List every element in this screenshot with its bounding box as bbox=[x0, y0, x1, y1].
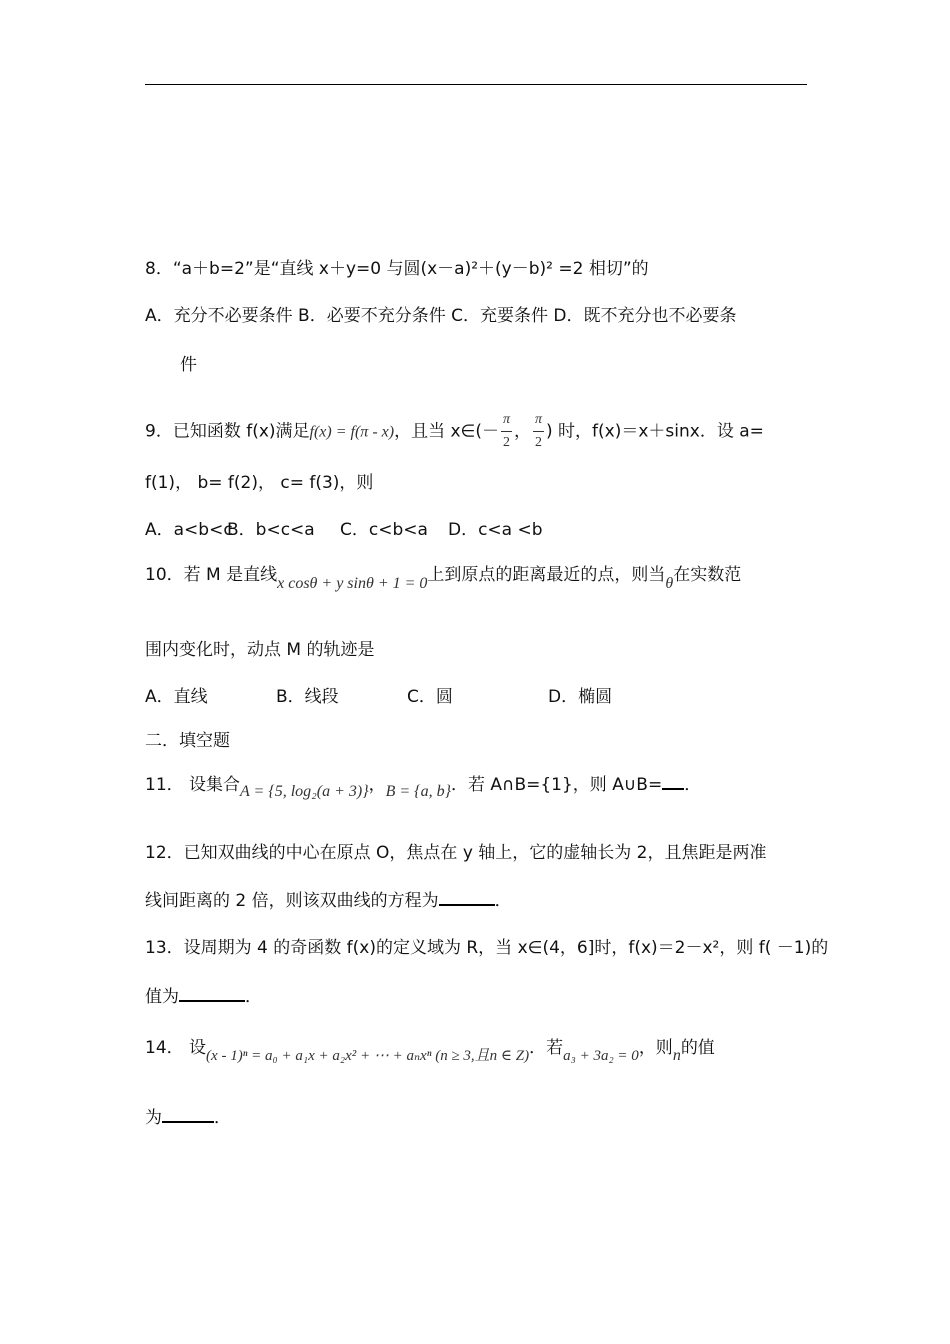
question-9-option-a: A．a<b<c bbox=[145, 520, 233, 540]
question-14-suffix: 的值 bbox=[680, 1038, 715, 1058]
question-14-answer-blank bbox=[162, 1107, 214, 1123]
question-14-expansion: (x - 1)ⁿ = a₀ + a₁x + a₂x² + ⋯ + aₙxⁿ (n ≥ 3,且n ∈ Z) bbox=[206, 1048, 530, 1064]
question-10-line-equation: x cosθ + y sinθ + 1 = 0 bbox=[277, 575, 428, 592]
question-12-line-2 bbox=[145, 890, 512, 912]
question-13-end: ． bbox=[245, 987, 262, 1007]
question-12-line-2-text: 线间距离的 2 倍，则该双曲线的方程为 bbox=[145, 891, 439, 911]
question-11-prefix: 11． 设集合 bbox=[145, 775, 241, 795]
question-14-mid-2: ，则 bbox=[638, 1038, 673, 1058]
question-11-suffix: ．若 A∩B={1}，则 A∪B= bbox=[450, 775, 663, 795]
question-13-answer-blank bbox=[179, 986, 245, 1002]
question-9-mid: ，且当 x∈(－ bbox=[394, 421, 499, 442]
question-11-line bbox=[145, 774, 702, 800]
question-9-option-b: B．b<c<a bbox=[227, 520, 315, 540]
question-12-line-1: 12．已知双曲线的中心在原点 O，焦点在 y 轴上，它的虚轴长为 2，且焦距是两准 bbox=[145, 843, 767, 863]
question-10-option-b: B．线段 bbox=[276, 687, 339, 707]
question-13-line-1: 13．设周期为 4 的奇函数 f(x)的定义域为 R，当 x∈(4，6]时，f(x)＝2－x²，则 f( －1)的 bbox=[145, 938, 829, 958]
question-9-line-1 bbox=[145, 409, 764, 454]
question-11-set-a: A = {5, log₂(a + 3)} bbox=[240, 783, 369, 800]
question-12-answer-blank bbox=[439, 890, 495, 906]
question-14-condition: a₃ + 3a₂ = 0 bbox=[563, 1048, 639, 1064]
question-10-suffix: 在实数范 bbox=[673, 565, 742, 585]
question-11-set-b: B = {a, b} bbox=[385, 783, 451, 800]
question-11-end: ． bbox=[684, 775, 702, 795]
question-9-line-2: f(1)， b= f(2)， c= f(3)，则 bbox=[145, 473, 374, 493]
question-14-line-2 bbox=[145, 1107, 231, 1129]
question-9-comma: ， bbox=[514, 421, 531, 442]
question-13-line-2 bbox=[145, 986, 262, 1008]
question-14-line-1 bbox=[145, 1037, 715, 1064]
question-12-end: ． bbox=[494, 891, 512, 911]
question-10-line-2: 围内变化时，动点 M 的轨迹是 bbox=[145, 640, 375, 660]
question-9-option-c: C．c<b<a bbox=[340, 520, 428, 540]
question-14-variable: n bbox=[672, 1047, 681, 1064]
question-10-options bbox=[145, 686, 612, 708]
question-14-prefix: 14． 设 bbox=[145, 1038, 207, 1058]
question-10-line-1 bbox=[145, 564, 742, 592]
question-9-option-d: D．c<a <b bbox=[448, 520, 543, 540]
question-9-equation: f(x) = f(π - x) bbox=[309, 423, 395, 441]
question-10-option-c: C．圆 bbox=[407, 687, 453, 707]
pi-over-2-fraction-1: $\frac{\pi}{2}$ bbox=[501, 409, 512, 454]
question-10-option-d: D．椭圆 bbox=[548, 687, 613, 707]
question-8-options-wrap: 件 bbox=[180, 355, 197, 375]
section-heading: 二．填空题 bbox=[145, 731, 230, 751]
question-10-mid: 上到原点的距离最近的点，则当 bbox=[427, 565, 666, 585]
question-8-options: A．充分不必要条件 B．必要不充分条件 C．充要条件 D．既不充分也不必要条 bbox=[145, 306, 737, 326]
question-14-line-2-text: 为 bbox=[145, 1108, 162, 1128]
question-9-suffix: ) 时，f(x)＝x＋sinx．设 a= bbox=[546, 421, 764, 442]
question-10-prefix: 10．若 M 是直线 bbox=[145, 565, 278, 585]
question-10-theta: θ bbox=[665, 575, 674, 592]
question-11-answer-blank bbox=[662, 774, 684, 790]
question-11-separator: ， bbox=[368, 775, 386, 795]
question-13-line-2-text: 值为 bbox=[145, 987, 179, 1007]
question-9-prefix: 9．已知函数 f(x)满足 bbox=[145, 421, 310, 442]
pi-over-2-fraction-2: $\frac{\pi}{2}$ bbox=[533, 409, 544, 454]
question-8-stem: 8．“a＋b=2”是“直线 x＋y=0 与圆(x－a)²＋(y－b)² =2 相切”的 bbox=[145, 259, 649, 279]
question-14-mid: ．若 bbox=[529, 1038, 564, 1058]
question-14-end: ． bbox=[214, 1108, 231, 1128]
question-10-option-a: A．直线 bbox=[145, 687, 208, 707]
question-9-options bbox=[145, 519, 543, 541]
header-rule bbox=[145, 84, 807, 85]
